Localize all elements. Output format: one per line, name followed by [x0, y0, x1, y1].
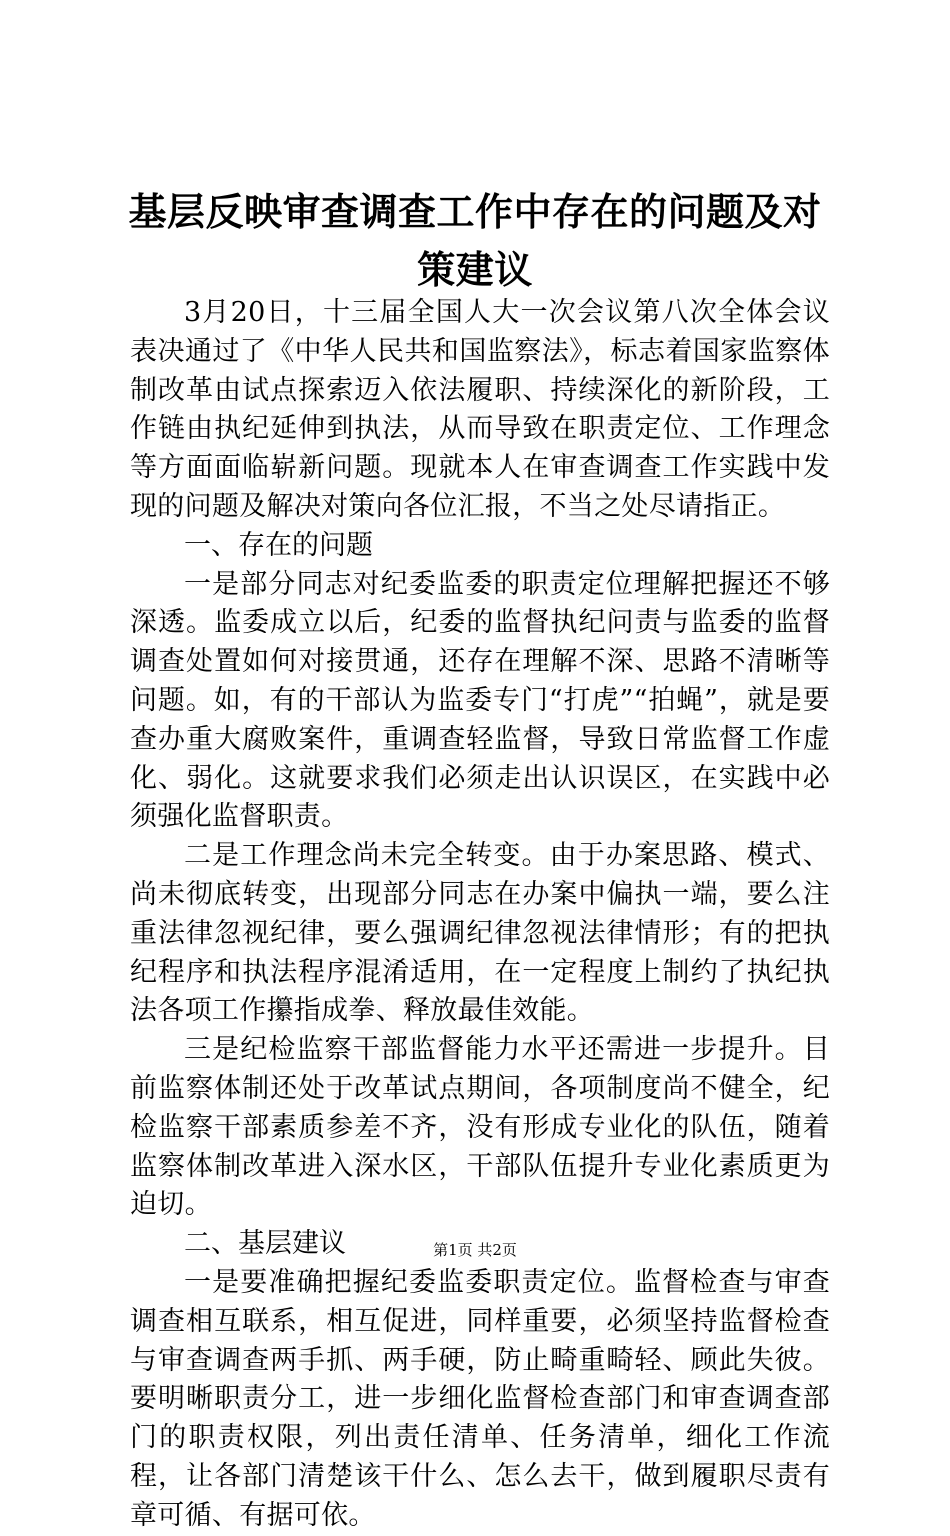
page-footer: 第1页 共2页: [433, 1241, 517, 1259]
document-body: [130, 294, 830, 1536]
problem-paragraph-3: 三是纪检监察干部监督能力水平还需进一步提升。目前监察体制还处于改革试点期间，各项制度尚不健全，纪检监察干部素质参差不齐，没有形成专业化的队伍，随着监察体制改革进入深水区，干部队伍提升专业化素质更为迫切。: [130, 1034, 830, 1221]
section-heading-problems: 一、存在的问题: [184, 529, 373, 561]
problem-paragraph-1: 一是部分同志对纪委监委的职责定位理解把握还不够深透。监委成立以后，纪委的监督执纪问责与监委的监督调查处置如何对接贯通，还存在理解不深、思路不清晰等问题。如，有的干部认为监委专门“打虎”“拍蝇”，就是要查办重大腐败案件，重调查轻监督，导致日常监督工作虚化、弱化。这就要求我们必须走出认识误区，在实践中必须强化监督职责。: [130, 568, 830, 833]
intro-paragraph: 3月20日，十三届全国人大一次会议第八次全体会议表决通过了《中华人民共和国监察法》，标志着国家监察体制改革由试点探索迈入依法履职、持续深化的新阶段，工作链由执纪延伸到执法，从而导致在职责定位、工作理念等方面面临崭新问题。现就本人在审查调查工作实践中发现的问题及解决对策向各位汇报，不当之处尽请指正。: [130, 297, 830, 522]
section-heading-suggestions: 二、基层建议: [184, 1228, 346, 1260]
suggestion-paragraph-1: 一是要准确把握纪委监委职责定位。监督检查与审查调查相互联系，相互促进，同样重要，必须坚持监督检查与审查调查两手抓、两手硬，防止畸重畸轻、顾此失彼。要明晰职责分工，进一步细化监督检查部门和审查调查部门的职责权限，列出责任清单、任务清单，细化工作流程，让各部门清楚该干什么、怎么去干，做到履职尽责有章可循、有据可依。: [130, 1266, 830, 1531]
document-title: 基层反映审查调查工作中存在的问题及对策建议: [128, 189, 822, 293]
problem-paragraph-2: 二是工作理念尚未完全转变。由于办案思路、模式、尚未彻底转变，出现部分同志在办案中偏执一端，要么注重法律忽视纪律，要么强调纪律忽视法律情形；有的把执纪程序和执法程序混淆适用，在一定程度上制约了执纪执法各项工作攥指成拳、释放最佳效能。: [130, 840, 830, 1027]
